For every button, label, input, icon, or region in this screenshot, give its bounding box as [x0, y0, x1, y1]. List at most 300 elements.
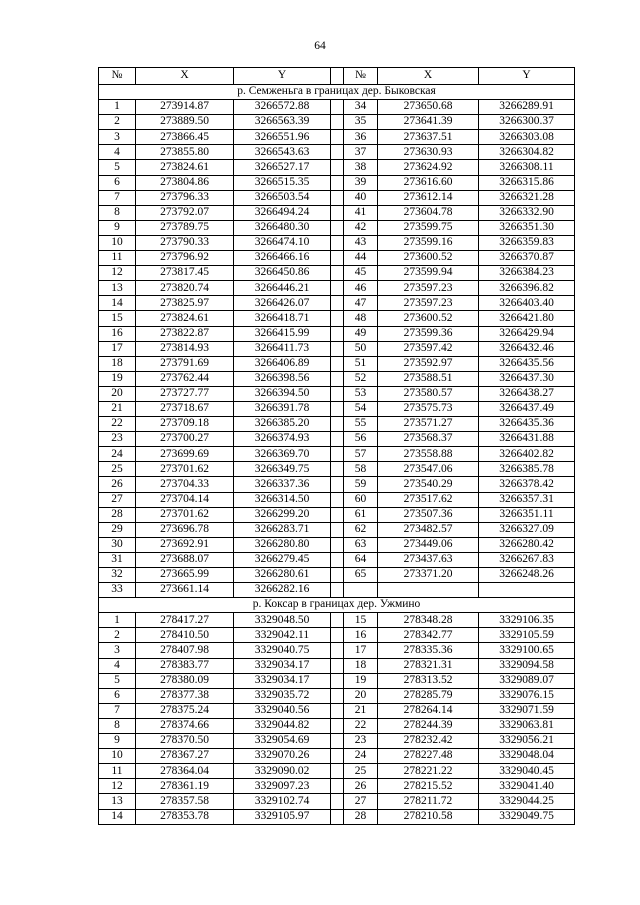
spacer-cell — [331, 613, 344, 628]
point-number-left: 6 — [99, 175, 136, 190]
point-number-left: 2 — [99, 628, 136, 643]
y-coordinate-right: 3266431.88 — [479, 432, 575, 447]
point-number-left: 11 — [99, 764, 136, 779]
x-coordinate-left: 273792.07 — [136, 205, 234, 220]
point-number-left: 4 — [99, 145, 136, 160]
spacer-cell — [331, 628, 344, 643]
point-number-right: 37 — [344, 145, 378, 160]
point-number-right: 56 — [344, 432, 378, 447]
table-row — [99, 492, 575, 507]
page-number: 64 — [314, 40, 326, 52]
x-coordinate-right: 278348.28 — [378, 613, 479, 628]
x-coordinate-right: 273597.42 — [378, 341, 479, 356]
spacer-cell — [331, 386, 344, 401]
y-coordinate-right: 3329105.59 — [479, 628, 575, 643]
y-coordinate-left: 3266480.30 — [234, 220, 331, 235]
table-row — [99, 673, 575, 688]
point-number-left: 2 — [99, 115, 136, 130]
y-coordinate-left: 3266572.88 — [234, 100, 331, 115]
x-coordinate-left: 273692.91 — [136, 537, 234, 552]
x-coordinate-left: 273825.97 — [136, 296, 234, 311]
point-number-left: 13 — [99, 281, 136, 296]
table-row — [99, 175, 575, 190]
table-row — [99, 130, 575, 145]
spacer-cell — [331, 537, 344, 552]
point-number-right: 53 — [344, 386, 378, 401]
spacer-cell — [331, 356, 344, 371]
point-number-right: 54 — [344, 401, 378, 416]
point-number-left: 3 — [99, 130, 136, 145]
table-row — [99, 703, 575, 718]
x-coordinate-left: 278370.50 — [136, 734, 234, 749]
header-y-right: Y — [479, 68, 575, 85]
header-spacer — [331, 68, 344, 85]
x-coordinate-left: 273704.14 — [136, 492, 234, 507]
table-row — [99, 341, 575, 356]
y-coordinate-right: 3266300.37 — [479, 115, 575, 130]
spacer-cell — [331, 492, 344, 507]
y-coordinate-right: 3266321.28 — [479, 190, 575, 205]
y-coordinate-right: 3266384.23 — [479, 266, 575, 281]
y-coordinate-right: 3266357.31 — [479, 492, 575, 507]
spacer-cell — [331, 220, 344, 235]
y-coordinate-left: 3266494.24 — [234, 205, 331, 220]
point-number-right: 43 — [344, 235, 378, 250]
y-coordinate-right: 3266303.08 — [479, 130, 575, 145]
x-coordinate-right: 278215.52 — [378, 779, 479, 794]
y-coordinate-left: 3266279.45 — [234, 552, 331, 567]
point-number-right: 23 — [344, 734, 378, 749]
point-number-right: 16 — [344, 628, 378, 643]
point-number-left: 31 — [99, 552, 136, 567]
y-coordinate-right: 3329100.65 — [479, 643, 575, 658]
x-coordinate-right: 278221.22 — [378, 764, 479, 779]
y-coordinate-left: 3329034.17 — [234, 658, 331, 673]
spacer-cell — [331, 266, 344, 281]
x-coordinate-left: 273796.92 — [136, 251, 234, 266]
y-coordinate-right: 3266315.86 — [479, 175, 575, 190]
table-row — [99, 356, 575, 371]
x-coordinate-right: 273637.51 — [378, 130, 479, 145]
table-row — [99, 628, 575, 643]
table-row — [99, 100, 575, 115]
point-number-right: 46 — [344, 281, 378, 296]
point-number-left: 22 — [99, 417, 136, 432]
point-number-right: 57 — [344, 447, 378, 462]
y-coordinate-left: 3266563.39 — [234, 115, 331, 130]
point-number-left: 32 — [99, 568, 136, 583]
point-number-left: 10 — [99, 749, 136, 764]
table-header-row — [99, 68, 575, 85]
y-coordinate-left: 3266527.17 — [234, 160, 331, 175]
x-coordinate-right: 278264.14 — [378, 703, 479, 718]
point-number-right: 21 — [344, 703, 378, 718]
x-coordinate-right: 273641.39 — [378, 115, 479, 130]
point-number-right: 20 — [344, 688, 378, 703]
y-coordinate-right: 3266435.56 — [479, 356, 575, 371]
y-coordinate-left: 3266349.75 — [234, 462, 331, 477]
x-coordinate-left: 273688.07 — [136, 552, 234, 567]
x-coordinate-right: 278244.39 — [378, 718, 479, 733]
x-coordinate-right: 273599.36 — [378, 326, 479, 341]
spacer-cell — [331, 235, 344, 250]
x-coordinate-right: 273597.23 — [378, 296, 479, 311]
y-coordinate-right: 3266308.11 — [479, 160, 575, 175]
point-number-right: 40 — [344, 190, 378, 205]
y-coordinate-left: 3266337.36 — [234, 477, 331, 492]
x-coordinate-right: 273449.06 — [378, 537, 479, 552]
table-row — [99, 537, 575, 552]
x-coordinate-left: 273665.99 — [136, 568, 234, 583]
x-coordinate-left: 273704.33 — [136, 477, 234, 492]
y-coordinate-right: 3266359.83 — [479, 235, 575, 250]
spacer-cell — [331, 175, 344, 190]
spacer-cell — [331, 477, 344, 492]
point-number-left: 30 — [99, 537, 136, 552]
table-row — [99, 296, 575, 311]
point-number-right: 63 — [344, 537, 378, 552]
spacer-cell — [331, 417, 344, 432]
x-coordinate-right: 273592.97 — [378, 356, 479, 371]
point-number-right: 49 — [344, 326, 378, 341]
x-coordinate-right: 273599.75 — [378, 220, 479, 235]
y-coordinate-right: 3266267.83 — [479, 552, 575, 567]
x-coordinate-left: 278377.38 — [136, 688, 234, 703]
x-coordinate-left: 273820.74 — [136, 281, 234, 296]
point-number-right: 59 — [344, 477, 378, 492]
y-coordinate-right: 3266280.42 — [479, 537, 575, 552]
table-row — [99, 235, 575, 250]
spacer-cell — [331, 673, 344, 688]
point-number-left: 18 — [99, 356, 136, 371]
section-title: р. Семженьга в границах дер. Быковская — [99, 85, 575, 100]
table-row — [99, 160, 575, 175]
point-number-left: 24 — [99, 447, 136, 462]
y-coordinate-left: 3266374.93 — [234, 432, 331, 447]
table-row — [99, 205, 575, 220]
y-coordinate-right: 3266435.36 — [479, 417, 575, 432]
y-coordinate-right: 3266248.26 — [479, 568, 575, 583]
table-row — [99, 311, 575, 326]
header-number-right: № — [344, 68, 378, 85]
header-x-right: X — [378, 68, 479, 85]
spacer-cell — [331, 432, 344, 447]
table-body — [99, 85, 575, 825]
y-coordinate-right: 3329041.40 — [479, 779, 575, 794]
point-number-right: 39 — [344, 175, 378, 190]
y-coordinate-right: 3329063.81 — [479, 718, 575, 733]
point-number-right: 19 — [344, 673, 378, 688]
x-coordinate-right: 273568.37 — [378, 432, 479, 447]
table-row — [99, 220, 575, 235]
x-coordinate-left: 278364.04 — [136, 764, 234, 779]
x-coordinate-left: 273700.27 — [136, 432, 234, 447]
x-coordinate-right: 278335.36 — [378, 643, 479, 658]
table-row — [99, 401, 575, 416]
y-coordinate-left: 3266280.80 — [234, 537, 331, 552]
y-coordinate-left: 3266543.63 — [234, 145, 331, 160]
spacer-cell — [331, 643, 344, 658]
spacer-cell — [331, 326, 344, 341]
y-coordinate-right: 3266370.87 — [479, 251, 575, 266]
spacer-cell — [331, 341, 344, 356]
point-number-left: 12 — [99, 779, 136, 794]
y-coordinate-right: 3329044.25 — [479, 794, 575, 809]
table-row — [99, 266, 575, 281]
y-coordinate-left: 3266283.71 — [234, 522, 331, 537]
point-number-left: 3 — [99, 643, 136, 658]
point-number-left: 13 — [99, 794, 136, 809]
point-number-left: 8 — [99, 205, 136, 220]
spacer-cell — [331, 205, 344, 220]
point-number-left: 9 — [99, 220, 136, 235]
x-coordinate-right: 273482.57 — [378, 522, 479, 537]
table-row — [99, 477, 575, 492]
y-coordinate-left: 3266446.21 — [234, 281, 331, 296]
spacer-cell — [331, 100, 344, 115]
x-coordinate-left: 273866.45 — [136, 130, 234, 145]
y-coordinate-right: 3266351.11 — [479, 507, 575, 522]
x-coordinate-left: 273699.69 — [136, 447, 234, 462]
x-coordinate-left: 273790.33 — [136, 235, 234, 250]
x-coordinate-left: 273789.75 — [136, 220, 234, 235]
y-coordinate-left: 3329054.69 — [234, 734, 331, 749]
spacer-cell — [331, 447, 344, 462]
y-coordinate-right: 3329071.59 — [479, 703, 575, 718]
table-row — [99, 809, 575, 824]
y-coordinate-left: 3329090.02 — [234, 764, 331, 779]
y-coordinate-left: 3266314.50 — [234, 492, 331, 507]
table-row — [99, 583, 575, 598]
y-coordinate-left: 3329044.82 — [234, 718, 331, 733]
table-row — [99, 658, 575, 673]
y-coordinate-right: 3266437.30 — [479, 371, 575, 386]
y-coordinate-left: 3329040.75 — [234, 643, 331, 658]
point-number-left: 1 — [99, 100, 136, 115]
y-coordinate-left: 3266466.16 — [234, 251, 331, 266]
point-number-right: 34 — [344, 100, 378, 115]
x-coordinate-right: 273558.88 — [378, 447, 479, 462]
x-coordinate-left: 278380.09 — [136, 673, 234, 688]
section-title-row — [99, 85, 575, 100]
spacer-cell — [331, 794, 344, 809]
y-coordinate-right: 3329076.15 — [479, 688, 575, 703]
point-number-left: 25 — [99, 462, 136, 477]
section-title-row — [99, 598, 575, 613]
x-coordinate-left: 273855.80 — [136, 145, 234, 160]
y-coordinate-right: 3329106.35 — [479, 613, 575, 628]
point-number-right: 18 — [344, 658, 378, 673]
x-coordinate-right: 273604.78 — [378, 205, 479, 220]
y-coordinate-right: 3266432.46 — [479, 341, 575, 356]
header-y-left: Y — [234, 68, 331, 85]
y-coordinate-right: 3266421.80 — [479, 311, 575, 326]
y-coordinate-right: 3266378.42 — [479, 477, 575, 492]
y-coordinate-left: 3266415.99 — [234, 326, 331, 341]
x-coordinate-left: 278361.19 — [136, 779, 234, 794]
x-coordinate-left: 273822.87 — [136, 326, 234, 341]
spacer-cell — [331, 703, 344, 718]
y-coordinate-left: 3266385.20 — [234, 417, 331, 432]
y-coordinate-left: 3266450.86 — [234, 266, 331, 281]
x-coordinate-left: 273817.45 — [136, 266, 234, 281]
point-number-right: 64 — [344, 552, 378, 567]
point-number-left: 7 — [99, 703, 136, 718]
table-row — [99, 190, 575, 205]
spacer-cell — [331, 552, 344, 567]
point-number-left: 8 — [99, 718, 136, 733]
point-number-right: 15 — [344, 613, 378, 628]
x-coordinate-right: 273612.14 — [378, 190, 479, 205]
point-number-left: 15 — [99, 311, 136, 326]
x-coordinate-right: 273588.51 — [378, 371, 479, 386]
spacer-cell — [331, 522, 344, 537]
section-title: р. Коксар в границах дер. Ужмино — [99, 598, 575, 613]
y-coordinate-left: 3266394.50 — [234, 386, 331, 401]
point-number-left: 7 — [99, 190, 136, 205]
spacer-cell — [331, 688, 344, 703]
x-coordinate-left: 278383.77 — [136, 658, 234, 673]
y-coordinate-right: 3329056.21 — [479, 734, 575, 749]
spacer-cell — [331, 734, 344, 749]
x-coordinate-left: 278353.78 — [136, 809, 234, 824]
point-number-left: 17 — [99, 341, 136, 356]
x-coordinate-right: 273437.63 — [378, 552, 479, 567]
point-number-left: 29 — [99, 522, 136, 537]
spacer-cell — [331, 749, 344, 764]
x-coordinate-left: 273796.33 — [136, 190, 234, 205]
x-coordinate-left: 278374.66 — [136, 718, 234, 733]
table-row — [99, 643, 575, 658]
table-row — [99, 507, 575, 522]
point-number-right: 38 — [344, 160, 378, 175]
x-coordinate-left: 278410.50 — [136, 628, 234, 643]
x-coordinate-right: 273600.52 — [378, 251, 479, 266]
point-number-left: 21 — [99, 401, 136, 416]
point-number-left: 5 — [99, 160, 136, 175]
y-coordinate-right: 3329049.75 — [479, 809, 575, 824]
y-coordinate-left: 3266474.10 — [234, 235, 331, 250]
y-coordinate-left: 3329035.72 — [234, 688, 331, 703]
y-coordinate-left: 3266406.89 — [234, 356, 331, 371]
x-coordinate-left: 273709.18 — [136, 417, 234, 432]
table-row — [99, 552, 575, 567]
x-coordinate-right: 278211.72 — [378, 794, 479, 809]
point-number-right: 48 — [344, 311, 378, 326]
x-coordinate-left: 273889.50 — [136, 115, 234, 130]
spacer-cell — [331, 296, 344, 311]
y-coordinate-right: 3266437.49 — [479, 401, 575, 416]
x-coordinate-right: 273575.73 — [378, 401, 479, 416]
y-coordinate-left: 3266503.54 — [234, 190, 331, 205]
x-coordinate-left: 278367.27 — [136, 749, 234, 764]
point-number-left: 10 — [99, 235, 136, 250]
header-number-left: № — [99, 68, 136, 85]
point-number-right: 41 — [344, 205, 378, 220]
spacer-cell — [331, 462, 344, 477]
table-row — [99, 326, 575, 341]
table-row — [99, 371, 575, 386]
table-row — [99, 779, 575, 794]
table-row — [99, 749, 575, 764]
x-coordinate-left: 273701.62 — [136, 462, 234, 477]
x-coordinate-right: 278342.77 — [378, 628, 479, 643]
point-number-right: 51 — [344, 356, 378, 371]
spacer-cell — [331, 779, 344, 794]
point-number-right: 28 — [344, 809, 378, 824]
spacer-cell — [331, 251, 344, 266]
x-coordinate-right: 273599.16 — [378, 235, 479, 250]
spacer-cell — [331, 568, 344, 583]
x-coordinate-right: 273599.94 — [378, 266, 479, 281]
point-number-right: 62 — [344, 522, 378, 537]
table-row — [99, 462, 575, 477]
point-number-right: 22 — [344, 718, 378, 733]
point-number-right: 61 — [344, 507, 378, 522]
point-number-right: 36 — [344, 130, 378, 145]
point-number-left: 23 — [99, 432, 136, 447]
y-coordinate-right: 3266332.90 — [479, 205, 575, 220]
point-number-right: 50 — [344, 341, 378, 356]
y-coordinate-right: 3266327.09 — [479, 522, 575, 537]
y-coordinate-left: 3329042.11 — [234, 628, 331, 643]
point-number-left: 27 — [99, 492, 136, 507]
y-coordinate-right — [479, 583, 575, 598]
table-row — [99, 688, 575, 703]
x-coordinate-left: 273914.87 — [136, 100, 234, 115]
x-coordinate-left: 278417.27 — [136, 613, 234, 628]
x-coordinate-right: 273650.68 — [378, 100, 479, 115]
x-coordinate-left: 273762.44 — [136, 371, 234, 386]
point-number-right: 58 — [344, 462, 378, 477]
point-number-right — [344, 583, 378, 598]
y-coordinate-right: 3329094.58 — [479, 658, 575, 673]
y-coordinate-right: 3266429.94 — [479, 326, 575, 341]
point-number-right: 44 — [344, 251, 378, 266]
y-coordinate-left: 3329102.74 — [234, 794, 331, 809]
x-coordinate-left: 273701.62 — [136, 507, 234, 522]
table-row — [99, 613, 575, 628]
x-coordinate-right: 278313.52 — [378, 673, 479, 688]
table-row — [99, 734, 575, 749]
table-row — [99, 718, 575, 733]
table-row — [99, 522, 575, 537]
spacer-cell — [331, 371, 344, 386]
coordinates-table — [98, 67, 575, 825]
table-row — [99, 281, 575, 296]
x-coordinate-right: 278232.42 — [378, 734, 479, 749]
spacer-cell — [331, 658, 344, 673]
y-coordinate-right: 3266438.27 — [479, 386, 575, 401]
x-coordinate-left: 273824.61 — [136, 160, 234, 175]
table-row — [99, 447, 575, 462]
point-number-right: 42 — [344, 220, 378, 235]
table-row — [99, 764, 575, 779]
point-number-left: 4 — [99, 658, 136, 673]
point-number-right: 26 — [344, 779, 378, 794]
table-row — [99, 417, 575, 432]
x-coordinate-right: 273371.20 — [378, 568, 479, 583]
point-number-left: 16 — [99, 326, 136, 341]
point-number-right: 55 — [344, 417, 378, 432]
x-coordinate-right: 273540.29 — [378, 477, 479, 492]
y-coordinate-right: 3266304.82 — [479, 145, 575, 160]
x-coordinate-right: 273630.93 — [378, 145, 479, 160]
y-coordinate-left: 3266369.70 — [234, 447, 331, 462]
table-row — [99, 794, 575, 809]
x-coordinate-left: 273718.67 — [136, 401, 234, 416]
x-coordinate-right — [378, 583, 479, 598]
